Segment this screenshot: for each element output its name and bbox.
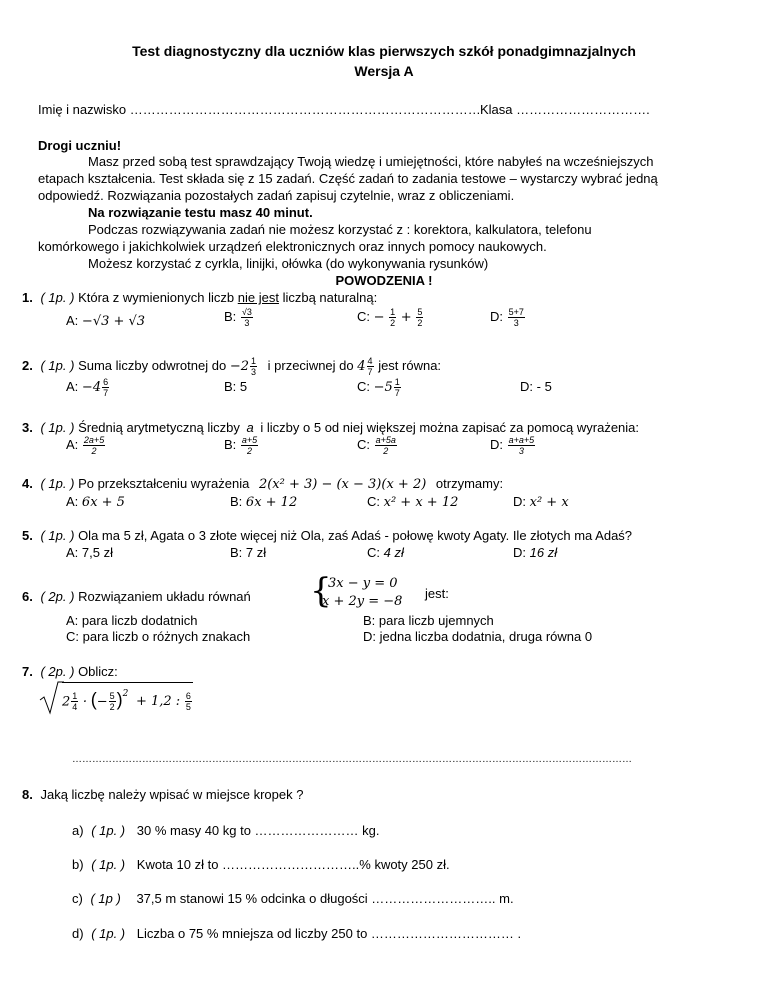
sqrt-sign [38,680,64,716]
q3-option-d: D: $\frac{a+a+5}{3}$ [490,435,535,457]
q8-item-d: d) ( 1p. ) Liczba o 75 % mniejsza od liczby 250 to …………………………… . [72,926,522,941]
q1-option-d: D: $\frac{5+7}{3}$ [490,307,524,329]
q2-option-a: A: −4 $\frac{6}{7}$ [66,377,109,399]
q5-header: 5. ( 1p. ) Ola ma 5 zł, Agata o 3 złote więcej niż Ola, zaś Adaś - połowę kwoty Agaty. Ile złotych ma Adaś? [22,528,633,543]
intro-p3: Możesz korzystać z cyrkla, linijki, ołówka (do wykonywania rysunków) [88,256,489,271]
q8-item-a: a) ( 1p. ) 30 % masy 40 kg to …………………… kg. [72,823,380,838]
q5-option-c: C: 4 zł [367,545,404,560]
q6-eq2: x + 2y = −8 [322,594,403,609]
intro-p1a: Masz przed sobą test sprawdzający Twoją wiedzę i umiejętności, które nabyłeś na wcześniejszych [88,154,654,169]
system-brace: { [310,571,332,611]
name-field: Imię i nazwisko ……………………………………………………………………… [38,102,481,117]
q6-option-b: B: para liczb ujemnych [363,613,494,628]
q8-header: 8. Jaką liczbę należy wpisać w miejsce kropek ? [22,787,304,802]
q4-header: 4. ( 1p. ) Po przekształceniu wyrażenia 2(x² + 3) − (x − 3)(x + 2) otrzymamy: [22,476,504,492]
q8-item-b: b) ( 1p. ) Kwota 10 zł to …………………………..% kwoty 250 zł. [72,857,450,872]
q1-option-c: C: − $\frac{1}{2}$ + $\frac{5}{2}$ [357,307,423,329]
q5-option-b: B: 7 zł [230,545,267,560]
q5-option-d: D: 16 zł [513,545,558,560]
q4-option-c: C: x² + x + 12 [367,494,459,510]
intro-p2a: Podczas rozwiązywania zadań nie możesz korzystać z : korektora, kalkulatora, telefonu [88,222,592,237]
q2-option-b: B: 5 [224,379,248,394]
class-field: Klasa …………………………. [480,102,650,117]
intro-luck: POWODZENIA ! [335,273,433,288]
q3-option-b: B: $\frac{a+5}{2}$ [224,435,258,457]
q7-expression: 2 $\frac{1}{4}$ · (− $\frac{5}{2}$ )$^2$ + 1,2 : $\frac{6}{5}$ [62,682,193,715]
q6-option-c: C: para liczb o różnych znakach [66,629,251,644]
q7-header: 7. ( 2p. ) Oblicz: [22,664,118,679]
q1-option-a: A: −√3 + √3 [66,313,146,329]
q3-option-a: A: $\frac{2a+5}{2}$ [66,435,105,457]
q1-option-b: B: $\frac{√3}{3}$ [224,307,252,329]
q2-header: 2. ( 1p. ) Suma liczby odwrotnej do −2 $\frac{1}{3}$ i przeciwnej do 4 $\frac{4}{7}$ jest równa: [22,356,442,378]
intro-time: Na rozwiązanie testu masz 40 minut. [88,205,313,220]
q6-tail: jest: [425,586,449,601]
intro-p1b: etapach kształcenia. Test składa się z 15 zadań. Część zadań to zadania testowe – wystarczy wybrać jedną [38,171,658,186]
q8-item-c: c) ( 1p ) 37,5 m stanowi 15 % odcinka o długości ……………………….. m. [72,891,514,906]
q5-option-a: A: 7,5 zł [66,545,113,560]
q3-header: 3. ( 1p. ) Średnią arytmetyczną liczby a i liczby o 5 od niej większej można zapisać za pomocą wyrażenia: [22,420,640,435]
intro-p2b: komórkowego i jakichkolwiek urządzeń elektronicznych oraz innych pomocy naukowych. [38,239,547,254]
q6-option-a: A: para liczb dodatnich [66,613,198,628]
title-line-1: Test diagnostyczny dla uczniów klas pierwszych szkół ponadgimnazjalnych [132,43,636,59]
title-line-2: Wersja A [354,63,414,79]
q6-header: 6. ( 2p. ) Rozwiązaniem układu równań [22,589,251,604]
q7-answer-line: …………………………………………………………………………………………………………………………………………………… [72,754,632,765]
q2-option-d: D: - 5 [520,379,552,394]
q6-eq1: 3x − y = 0 [328,576,398,591]
q4-option-a: A: 6x + 5 [66,494,125,510]
greeting: Drogi uczniu! [38,138,122,153]
q6-option-d: D: jedna liczba dodatnia, druga równa 0 [363,629,593,644]
intro-p1c: odpowiedź. Rozwiązania pozostałych zadań zapisuj czytelnie, wraz z obliczeniami. [38,188,515,203]
q3-option-c: C: $\frac{a+5a}{2}$ [357,435,396,457]
q1-header: 1. ( 1p. ) Która z wymienionych liczb nie jest liczbą naturalną: [22,290,378,305]
q4-option-d: D: x² + x [513,494,569,510]
q4-option-b: B: 6x + 12 [230,494,298,510]
q2-option-c: C: −5 $\frac{1}{7}$ [357,377,400,399]
